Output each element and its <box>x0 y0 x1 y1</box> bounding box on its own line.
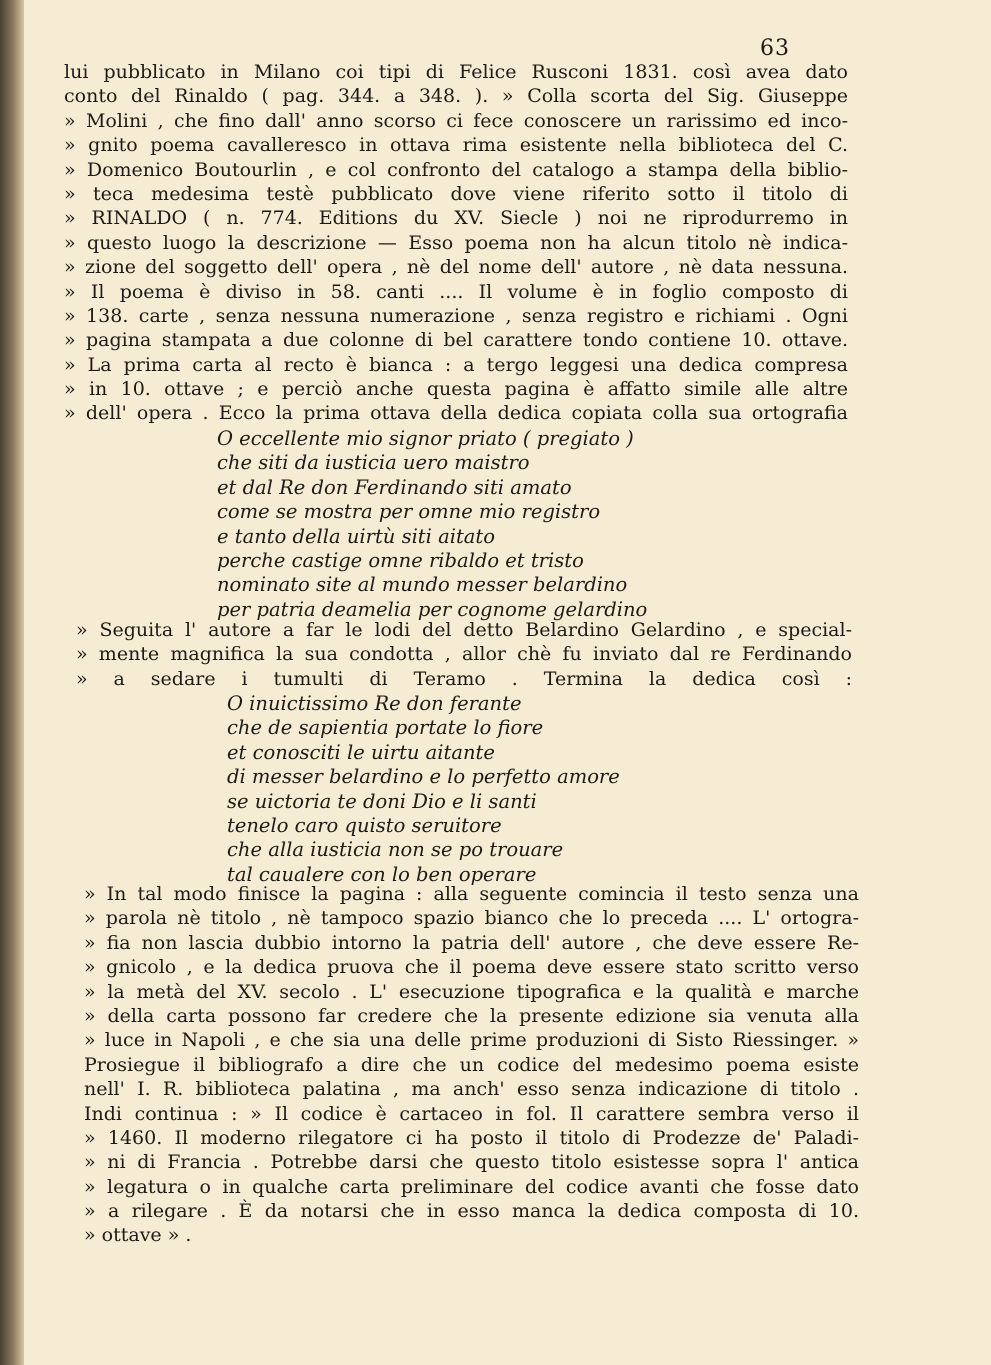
text-line: di messer belardino e lo perfetto amore <box>227 765 620 789</box>
text-line: e tanto della uirtù siti aitato <box>217 524 495 548</box>
text-line: O eccellente mio signor priato ( pregiato ) <box>217 427 634 450</box>
text-line: se uictoria te doni Dio e li santi <box>227 789 537 813</box>
text-line: » ni di Francia . Potrebbe darsi che questo titolo esistesse sopra l' antica <box>84 1151 859 1174</box>
text-line: » legatura o in qualche carta preliminare del codice avanti che fosse dato <box>84 1175 859 1198</box>
text-line: et conosciti le uirtu aitante <box>227 740 495 764</box>
text-line: » zione del soggetto dell' opera , nè del nome dell' autore , nè data nessuna. <box>64 256 848 279</box>
text-line: che alla iusticia non se po trouare <box>227 838 564 862</box>
book-binding-shadow <box>0 0 24 1365</box>
text-line: » ottave » . <box>84 1224 192 1247</box>
text-line: » teca medesima testè pubblicato dove viene riferito sotto il titolo di <box>64 182 848 205</box>
text-line: » gnito poema cavalleresco in ottava rima esistente nella biblioteca del C. <box>64 134 848 157</box>
text-line: » luce in Napoli , e che sia una delle prime produzioni di Sisto Riessinger. » <box>84 1029 859 1052</box>
paragraph-3 <box>84 882 859 1248</box>
dedication-stanza-1 <box>217 427 687 622</box>
text-line: » questo luogo la descrizione — Esso poema non ha alcun titolo nè indica- <box>64 231 848 254</box>
text-line: conto del Rinaldo ( pag. 344. a 348. ). » Colla scorta del Sig. Giuseppe <box>64 85 848 108</box>
text-line: tal caualere con lo ben operare <box>227 862 537 886</box>
paragraph-1 <box>64 60 848 426</box>
text-line: che siti da iusticia uero maistro <box>217 451 530 475</box>
text-line: » dell' opera . Ecco la prima ottava della dedica copiata colla sua ortografia <box>64 402 848 425</box>
text-line: » a sedare i tumulti di Teramo . Termina la dedica così : <box>76 667 852 690</box>
text-line: che de sapientia portate lo fiore <box>227 716 544 740</box>
text-line: » 1460. Il moderno rilegatore ci ha posto il titolo di Prodezze de' Paladi- <box>84 1126 859 1149</box>
text-line: » della carta possono far credere che la presente edizione sia venuta alla <box>84 1004 859 1027</box>
text-line: » Seguita l' autore a far le lodi del detto Belardino Gelardino , e special- <box>76 619 852 641</box>
text-line: perche castige omne ribaldo et tristo <box>217 548 584 572</box>
text-line: per patria deamelia per cognome gelardino <box>217 597 648 621</box>
text-line: » In tal modo finisce la pagina : alla seguente comincia il testo senza una <box>84 883 859 905</box>
text-line: lui pubblicato in Milano coi tipi di Felice Rusconi 1831. così avea dato <box>64 61 848 83</box>
text-line: » Molini , che fino dall' anno scorso ci fece conoscere un rarissimo ed inco- <box>64 109 848 132</box>
text-line: » parola nè titolo , nè tampoco spazio bianco che lo preceda .... L' ortogra- <box>84 907 859 930</box>
text-line: » a rilegare . È da notarsi che in esso manca la dedica composta di 10. <box>84 1200 859 1223</box>
text-line: » 138. carte , senza nessuna numerazione , senza registro e richiami . Ogni <box>64 304 848 327</box>
text-line: » gnicolo , e la dedica pruova che il poema deve essere stato scritto verso <box>84 956 859 979</box>
text-line: come se mostra per omne mio registro <box>217 500 601 524</box>
paragraph-2 <box>76 618 852 691</box>
page-number: 63 <box>760 36 790 61</box>
text-line: tenelo caro quisto seruitore <box>227 813 502 837</box>
text-line: » RINALDO ( n. 774. Editions du XV. Siecle ) noi ne riprodurremo in <box>64 207 848 230</box>
text-line: nell' I. R. biblioteca palatina , ma anch' esso senza indicazione di titolo . <box>84 1078 859 1101</box>
text-line: nominato site al mundo messer belardino <box>217 573 628 597</box>
dedication-stanza-2 <box>227 692 647 887</box>
text-line: » pagina stampata a due colonne di bel carattere tondo contiene 10. ottave. <box>64 329 848 352</box>
text-line: » Il poema è diviso in 58. canti .... Il volume è in foglio composto di <box>64 280 848 303</box>
text-line: Prosiegue il bibliografo a dire che un codice del medesimo poema esiste <box>84 1053 859 1076</box>
text-line: et dal Re don Ferdinando siti amato <box>217 475 572 499</box>
text-line: » La prima carta al recto è bianca : a tergo leggesi una dedica compresa <box>64 353 848 376</box>
text-line: » in 10. ottave ; e perciò anche questa pagina è affatto simile alle altre <box>64 378 848 401</box>
text-line: O inuictissimo Re don ferante <box>227 692 522 715</box>
text-line: Indi continua : » Il codice è cartaceo in fol. Il carattere sembra verso il <box>84 1102 859 1125</box>
text-line: » mente magnifica la sua condotta , allor chè fu inviato dal re Ferdinando <box>76 643 852 666</box>
text-line: » la metà del XV. secolo . L' esecuzione tipografica e la qualità e marche <box>84 980 859 1003</box>
text-line: » fia non lascia dubbio intorno la patria dell' autore , che deve essere Re- <box>84 931 859 954</box>
text-line: » Domenico Boutourlin , e col confronto del catalogo a stampa della biblio- <box>64 158 848 181</box>
